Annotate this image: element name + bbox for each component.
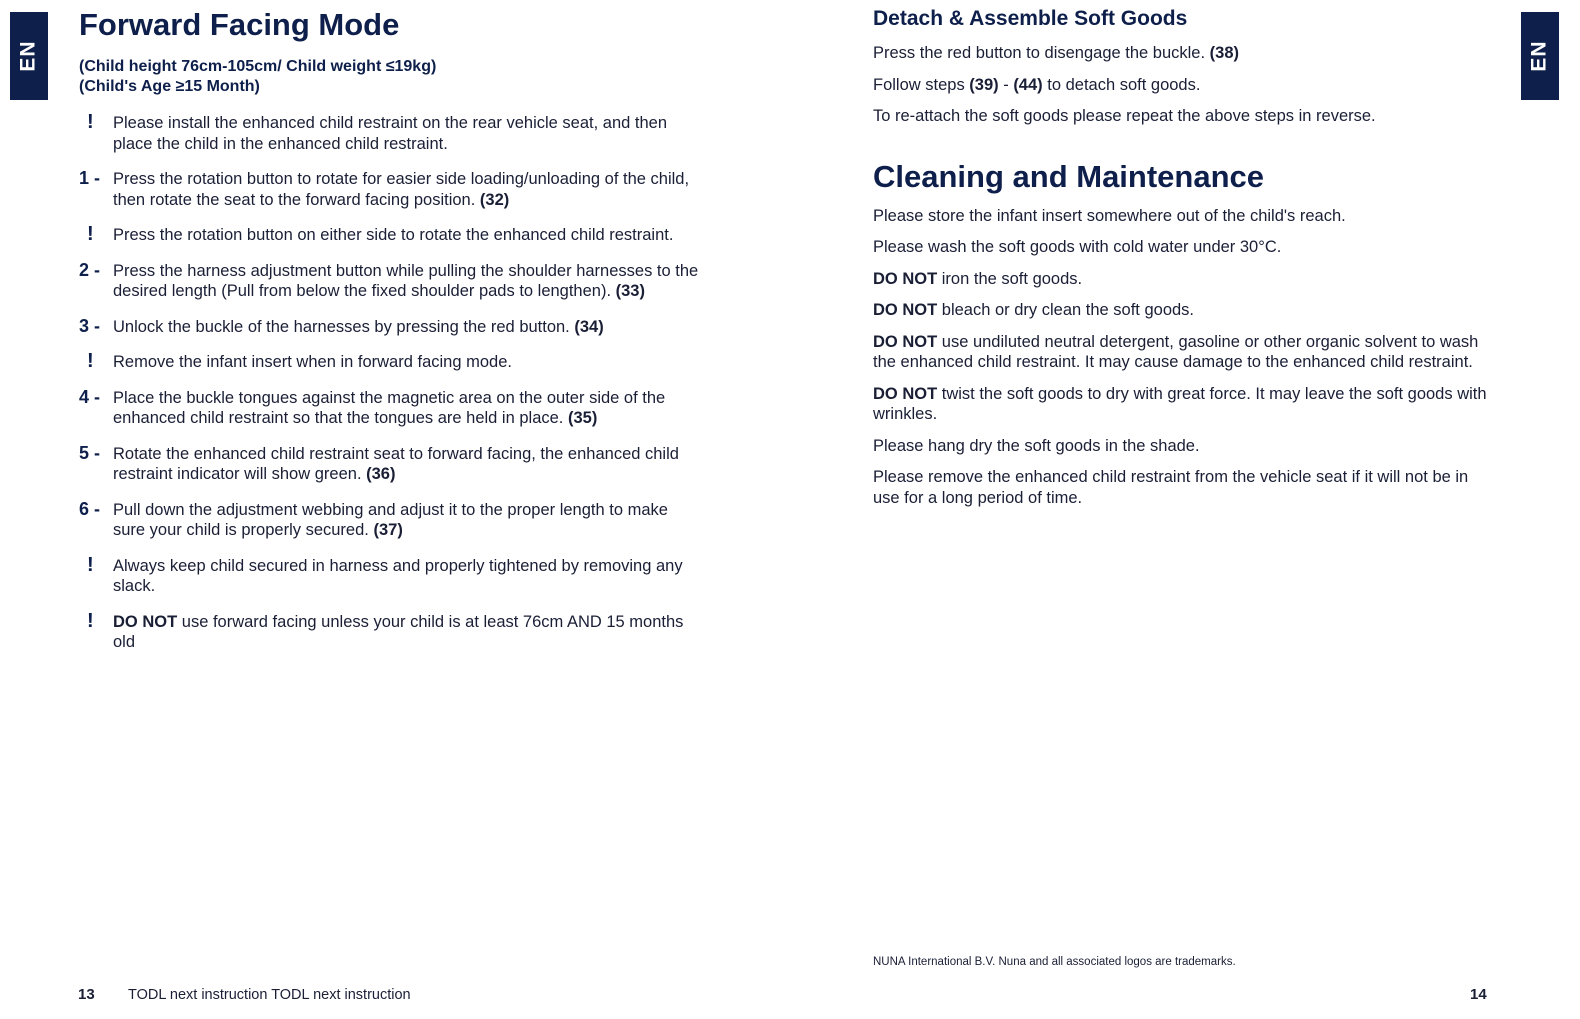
item-text: Press the rotation button to rotate for easier side loading/unloading of the child, then rotate the seat to the forward facing position. — [113, 170, 690, 209]
step-item — [79, 388, 704, 429]
cleaning-text: use undiluted neutral detergent, gasoline or other organic solvent to wash the enhanced child restraint. It may cause damage to the enhanced child restraint. — [873, 332, 1479, 371]
language-tab-right — [1521, 12, 1559, 100]
section-title-cleaning: Cleaning and Maintenance — [873, 158, 1265, 194]
warning-item — [79, 553, 704, 597]
item-text: Place the buckle tongues against the magnetic area on the outer side of the enhanced child restraint so that the tongues are held in place. — [113, 388, 666, 427]
figure-ref: (37) — [373, 521, 403, 539]
do-not-label: DO NOT — [873, 332, 938, 351]
cleaning-paragraph-6 — [873, 384, 1498, 425]
item-text: Always keep child secured in harness and properly tightened by removing any slack. — [113, 556, 683, 595]
item-text: Unlock the buckle of the harnesses by pressing the red button. — [113, 317, 570, 336]
warning-item — [79, 225, 704, 246]
cleaning-paragraph-4 — [873, 300, 1498, 321]
page-title-forward-facing: Forward Facing Mode — [79, 7, 400, 42]
figure-ref: (44) — [1013, 75, 1043, 94]
figure-ref: (33) — [615, 282, 645, 300]
figure-ref: (34) — [574, 317, 604, 336]
detach-text: Press the red button to disengage the buckle. — [873, 44, 1206, 62]
detach-paragraph-2 — [873, 75, 1498, 96]
cleaning-text: bleach or dry clean the soft goods. — [941, 301, 1195, 319]
right-page — [873, 0, 1498, 508]
figure-ref: (32) — [479, 190, 510, 209]
subtitle — [79, 57, 704, 97]
item-text: Remove the infant insert when in forward facing mode. — [113, 353, 512, 371]
detach-paragraph-1 — [873, 43, 1498, 64]
warning-item — [79, 352, 704, 373]
cleaning-paragraph-8: Please remove the enhanced child restraint from the vehicle seat if it will not be in use for a long period of time. — [873, 468, 1469, 507]
instruction-list — [79, 113, 704, 653]
trademark-footnote: NUNA International B.V. Nuna and all associated logos are trademarks. — [873, 956, 1236, 968]
warning-icon: ! — [87, 111, 94, 133]
figure-ref: (35) — [567, 409, 598, 427]
subtitle-line-2: (Child's Age ≥15 Month) — [79, 78, 260, 95]
detach-paragraph-3: To re-attach the soft goods please repeat the above steps in reverse. — [873, 107, 1376, 125]
step-item — [79, 261, 704, 302]
do-not-label: DO NOT — [113, 612, 178, 631]
do-not-label: DO NOT — [873, 269, 938, 288]
page-number-right: 14 — [1470, 986, 1487, 1003]
left-page — [79, 0, 704, 668]
figure-ref: (36) — [366, 465, 396, 483]
cleaning-text: twist the soft goods to dry with great force. It may leave the soft goods with wrinkles. — [873, 384, 1487, 423]
do-not-label: DO NOT — [873, 384, 938, 403]
warning-icon: ! — [87, 553, 94, 576]
item-text: use forward facing unless your child is at least 76cm AND 15 months old — [113, 612, 684, 651]
detach-text: Follow steps — [873, 75, 965, 94]
language-tab-left-label: EN — [17, 40, 40, 72]
figure-ref: (38) — [1209, 44, 1239, 62]
step-number: 2 - — [79, 259, 101, 280]
item-text: Press the harness adjustment button while pulling the shoulder harnesses to the desired length (Pull from below the fixed shoulder pads to lengthen). — [113, 261, 699, 300]
item-text: Pull down the adjustment webbing and adjust it to the proper length to make sure your child is properly secured. — [113, 500, 668, 539]
step-number: 1 - — [79, 168, 101, 188]
footer-text: TODL next instruction TODL next instruction — [128, 987, 411, 1003]
item-text: Rotate the enhanced child restraint seat to forward facing, the enhanced child restraint indicator will show green. — [113, 444, 679, 483]
page-number-left: 13 — [78, 986, 95, 1003]
warning-icon: ! — [87, 609, 94, 632]
cleaning-paragraph-2: Please wash the soft goods with cold water under 30°C. — [873, 238, 1282, 256]
step-number: 5 - — [79, 442, 101, 463]
subtitle-line-1: (Child height 76cm-105cm/ Child weight ≤19kg) — [79, 58, 437, 75]
step-item — [79, 444, 704, 485]
do-not-label: DO NOT — [873, 301, 938, 319]
language-tab-right-label: EN — [1528, 40, 1551, 72]
item-text: Press the rotation button on either side to rotate the enhanced child restraint. — [113, 226, 674, 244]
step-item — [79, 500, 704, 541]
cleaning-paragraph-5 — [873, 332, 1498, 373]
cleaning-paragraph-1: Please store the infant insert somewhere out of the child's reach. — [873, 206, 1346, 225]
step-number: 4 - — [79, 386, 101, 407]
warning-item — [79, 113, 704, 154]
step-number: 3 - — [79, 315, 101, 336]
item-text: Please install the enhanced child restraint on the rear vehicle seat, and then place the child in the enhanced child restraint. — [113, 114, 668, 153]
figure-ref: (39) — [969, 75, 999, 94]
step-item — [79, 317, 704, 338]
step-number: 6 - — [79, 498, 101, 519]
detach-text: to detach soft goods. — [1047, 75, 1201, 94]
cleaning-text: iron the soft goods. — [941, 269, 1083, 288]
step-item — [79, 169, 704, 210]
language-tab-left — [10, 12, 48, 100]
range-separator: - — [998, 75, 1014, 94]
warning-item — [79, 609, 704, 653]
warning-icon: ! — [87, 223, 94, 245]
warning-icon: ! — [87, 350, 94, 372]
section-title-detach: Detach & Assemble Soft Goods — [873, 7, 1188, 30]
cleaning-paragraph-3 — [873, 269, 1498, 290]
cleaning-paragraph-7: Please hang dry the soft goods in the shade. — [873, 436, 1200, 455]
